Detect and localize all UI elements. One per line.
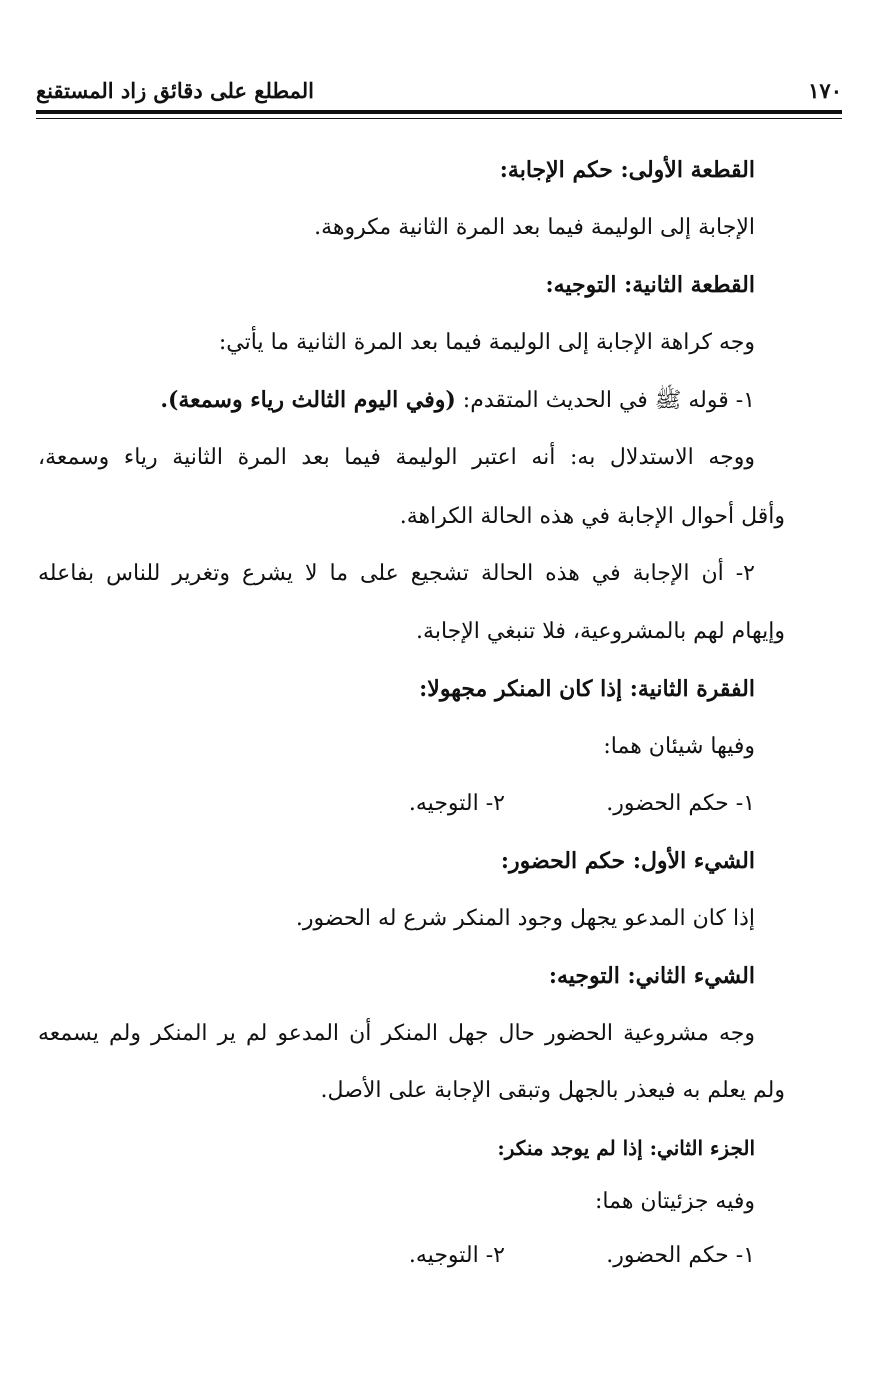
- paragraph-line: إذا كان المدعو يجهل وجود المنكر شرع له الحضور.: [295, 906, 755, 931]
- section-heading: الفقرة الثانية: إذا كان المنكر مجهولا:: [419, 676, 755, 702]
- paragraph-line: الإجابة إلى الوليمة فيما بعد المرة الثانية مكروهة.: [314, 215, 755, 240]
- paragraph-line: ولم يعلم به فيعذر بالجهل وتبقى الإجابة على الأصل.: [320, 1078, 785, 1103]
- page-number: ١٧٠: [808, 78, 842, 103]
- paragraph-line: وإيهام لهم بالمشروعية، فلا تنبغي الإجابة.: [416, 619, 785, 644]
- paragraph-line: [30, 380, 755, 421]
- paragraph-line: وجه كراهة الإجابة إلى الوليمة فيما بعد المرة الثانية ما يأتي:: [218, 330, 755, 355]
- list-item: ٢- التوجيه.: [408, 1243, 505, 1268]
- list-item: ٢- التوجيه.: [408, 791, 505, 816]
- list-item: ١- حكم الحضور.: [606, 791, 755, 816]
- paragraph-line: ٢- أن الإجابة في هذه الحالة تشجيع على ما لا يشرع وتغرير للناس بفاعله: [38, 561, 755, 586]
- header-rule-thin: [36, 118, 842, 119]
- running-header: [36, 76, 842, 106]
- paragraph-line: وجه مشروعية الحضور حال جهل المنكر أن المدعو لم ير المنكر ولم يسمعه: [38, 1021, 755, 1046]
- section-heading: الجزء الثاني: إذا لم يوجد منكر:: [497, 1136, 755, 1160]
- two-column-list: [255, 1236, 755, 1276]
- list-item-text: ١- قوله ﷺ في الحديث المتقدم:: [455, 388, 755, 413]
- paragraph-line: وأقل أحوال الإجابة في هذه الحالة الكراهة.: [399, 504, 785, 529]
- section-heading: القطعة الأولى: حكم الإجابة:: [499, 157, 755, 183]
- hadith-quote: (وفي اليوم الثالث رياء وسمعة).: [160, 387, 456, 413]
- section-heading: الشيء الثاني: التوجيه:: [548, 963, 755, 989]
- section-heading: الشيء الأول: حكم الحضور:: [500, 848, 755, 874]
- paragraph-line: ووجه الاستدلال به: أنه اعتبر الوليمة فيما بعد المرة الثانية رياء وسمعة،: [38, 445, 755, 470]
- header-rule-thick: [36, 110, 842, 114]
- paragraph-line: وفيها شيئان هما:: [603, 734, 755, 759]
- section-heading: القطعة الثانية: التوجيه:: [545, 272, 755, 298]
- book-title: المطلع على دقائق زاد المستقنع: [36, 78, 315, 103]
- list-item: ١- حكم الحضور.: [606, 1243, 755, 1268]
- two-column-list: [255, 784, 755, 824]
- paragraph-line: وفيه جزئيتان هما:: [595, 1189, 755, 1214]
